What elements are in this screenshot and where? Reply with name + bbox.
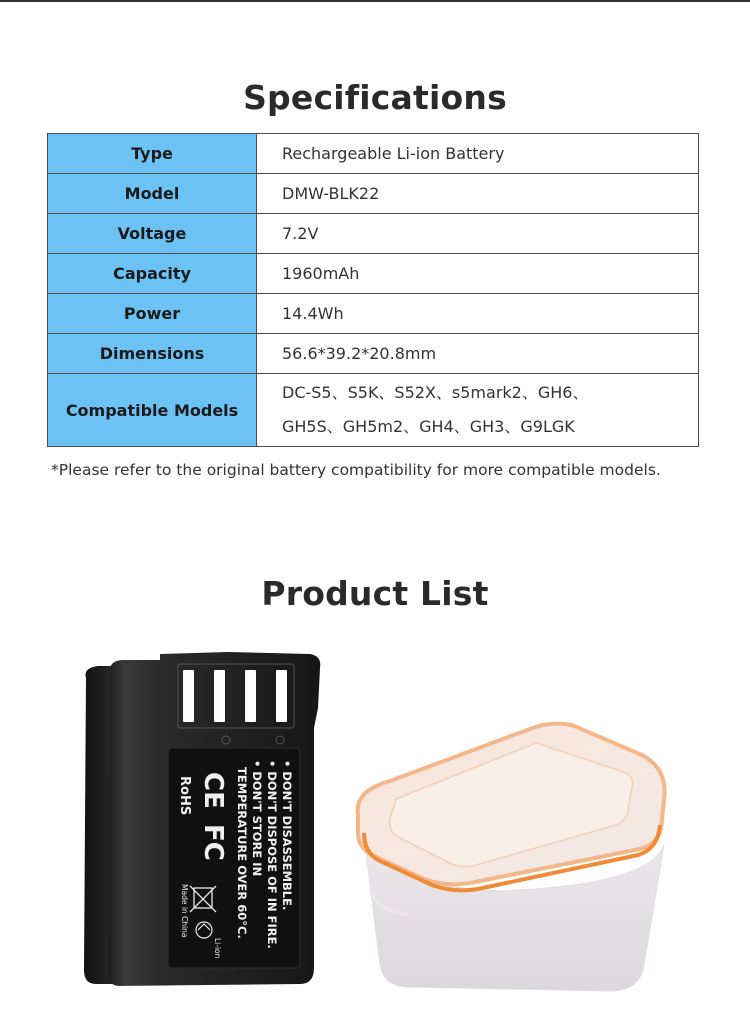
row-label: Dimensions [48,334,257,374]
row-value: Rechargeable Li-ion Battery [257,134,699,174]
row-label: Voltage [48,214,257,254]
table-row [48,334,699,374]
storage-case-image [350,715,670,995]
rohs-mark: RoHS [177,776,192,816]
warning-line: • DON'T DISASSEMBLE. [280,760,294,911]
ce-mark: CE [198,772,228,809]
row-value: 56.6*39.2*20.8mm [257,334,699,374]
row-value [257,374,699,447]
row-label: Compatible Models [48,374,257,447]
battery-image [78,648,328,988]
compatibility-note: *Please refer to the original battery compatibility for more compatible models. [51,461,661,479]
row-label: Model [48,174,257,214]
row-label: Type [48,134,257,174]
compatible-models-line: GH5S、GH5m2、GH4、GH3、G9LGK [282,417,575,436]
table-row [48,134,699,174]
row-label: Power [48,294,257,334]
made-in-text: Made in China [180,884,189,938]
row-value: 1960mAh [257,254,699,294]
table-row [48,254,699,294]
recycle-text: Li-ion [213,938,222,959]
row-label: Capacity [48,254,257,294]
row-value: 14.4Wh [257,294,699,334]
warning-line: TEMPERATURE OVER 60°C. [235,767,249,939]
row-value: 7.2V [257,214,699,254]
table-row [48,174,699,214]
table-row [48,374,699,447]
warning-line: • DON'T STORE IN [250,760,264,877]
specifications-table [47,133,699,447]
warning-line: • DON'T DISPOSE OF IN FIRE. [265,760,279,949]
row-value: DMW-BLK22 [257,174,699,214]
table-row [48,294,699,334]
specifications-title: Specifications [243,78,507,117]
top-divider [0,0,750,2]
table-row [48,214,699,254]
compatible-models-line: DC-S5、S5K、S52X、s5mark2、GH6、 [282,383,589,402]
fc-mark: FC [198,824,228,861]
product-list-title: Product List [261,574,489,613]
